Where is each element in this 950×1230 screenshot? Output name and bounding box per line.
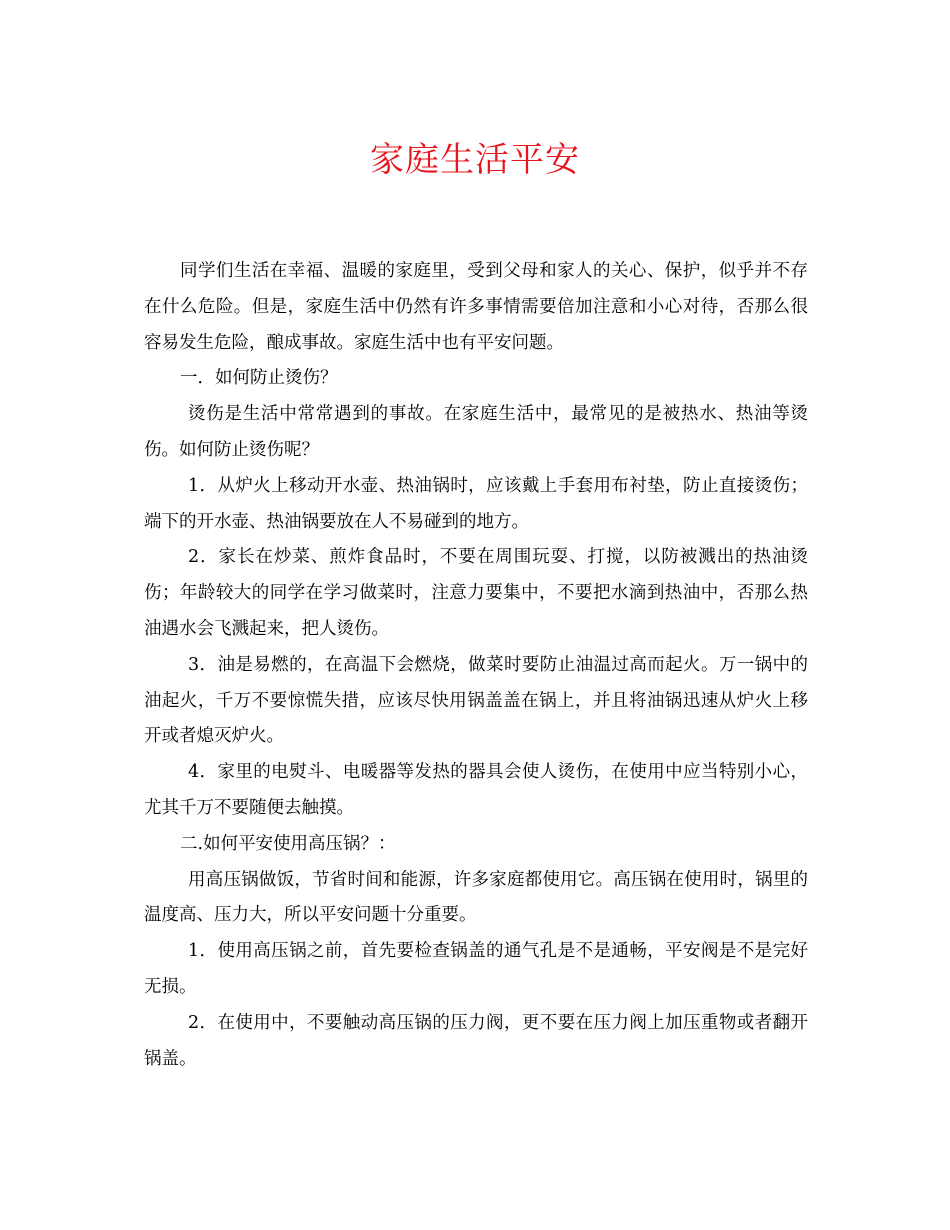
paragraph: 烫伤是生活中常常遇到的事故。在家庭生活中，最常见的是被热水、热油等烫伤。如何防止烫伤呢？ [144, 404, 808, 460]
list-item: 3．油是易燃的，在高温下会燃烧，做菜时要防止油温过高而起火。万一锅中的油起火，千万不要惊慌失措，应该尽快用锅盖盖在锅上，并且将油锅迅速从炉火上移开或者熄灭炉火。 [144, 654, 808, 747]
list-item: 2．家长在炒菜、煎炸食品时，不要在周围玩耍、打搅，以防被溅出的热油烫伤；年龄较大的同学在学习做菜时，注意力要集中，不要把水滴到热油中，否那么热油遇水会飞溅起来，把人烫伤。 [144, 547, 808, 639]
intro-paragraph: 同学们生活在幸福、温暖的家庭里，受到父母和家人的关心、保护，似乎并不存在什么危险。但是，家庭生活中仍然有许多事情需要倍加注意和小心对待，否那么很容易发生危险，酿成事故。家庭生活中也有平安问题。 [144, 261, 808, 353]
list-item: 4．家里的电熨斗、电暖器等发热的器具会使人烫伤，在使用中应当特别小心，尤其千万不要随便去触摸。 [144, 762, 808, 818]
paragraph: 用高压锅做饭，节省时间和能源，许多家庭都使用它。高压锅在使用时，锅里的温度高、压力大，所以平安问题十分重要。 [144, 869, 808, 926]
document-body [144, 254, 808, 1077]
section-heading-pressure-cooker: 二.如何平安使用高压锅？： [180, 833, 396, 854]
list-item: 2．在使用中，不要触动高压锅的压力阀，更不要在压力阀上加压重物或者翻开锅盖。 [144, 1012, 808, 1069]
list-item: 1．从炉火上移动开水壶、热油锅时，应该戴上手套用布衬垫，防止直接烫伤；端下的开水壶、热油锅要放在人不易碰到的地方。 [144, 475, 808, 532]
section-heading-burns: 一．如何防止烫伤？ [180, 368, 338, 389]
list-item: 1．使用高压锅之前，首先要检查锅盖的通气孔是不是通畅，平安阀是不是完好无损。 [144, 941, 808, 997]
document-title: 家庭生活平安 [370, 140, 580, 180]
